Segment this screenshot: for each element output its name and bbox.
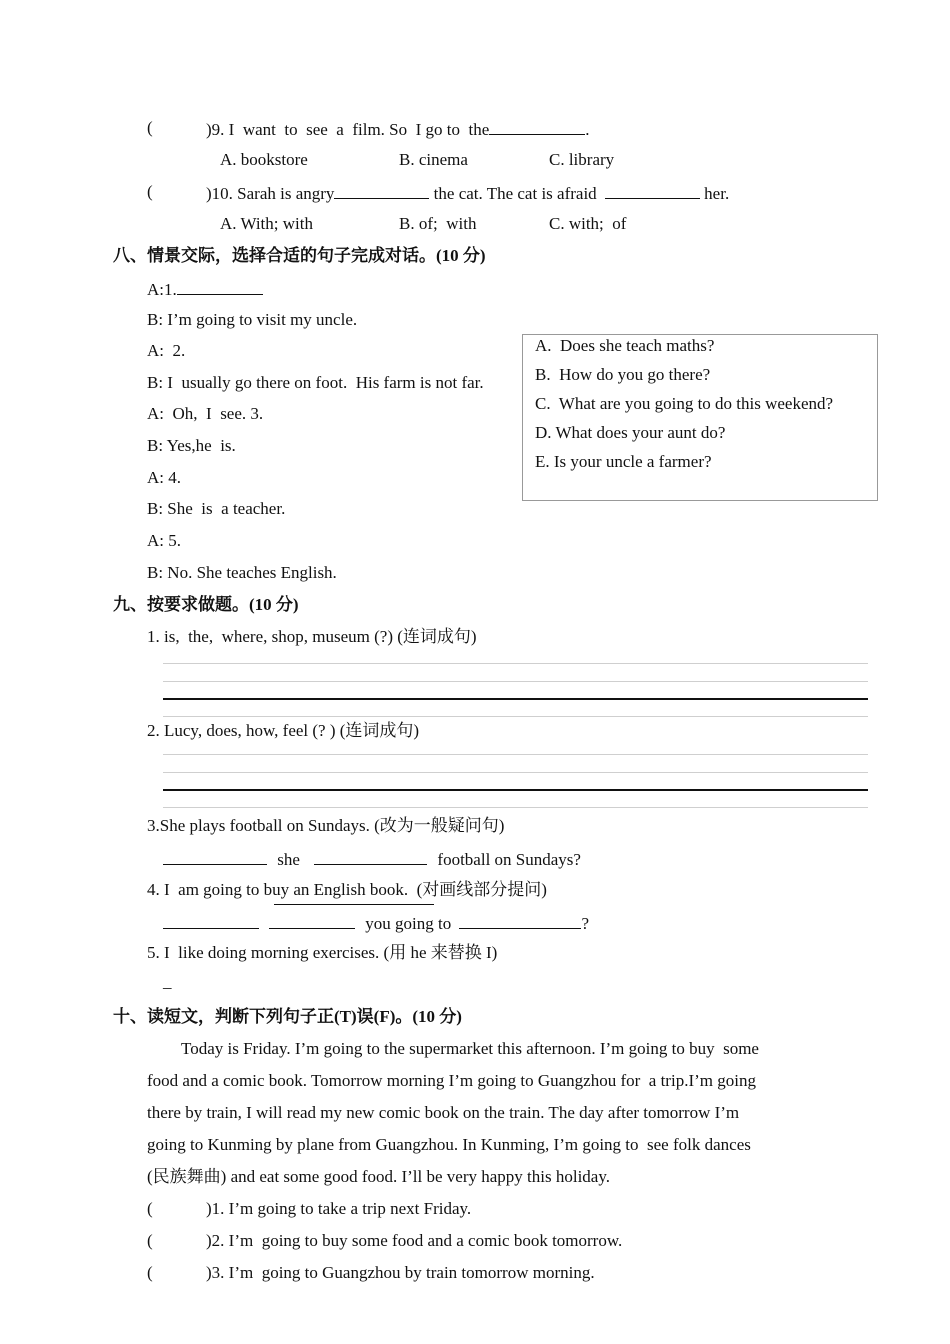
answer-line-2[interactable]: [163, 789, 868, 791]
writing-line: [163, 663, 868, 664]
section-8-title: 八、情景交际，选择合适的句子完成对话。(10 分): [113, 246, 486, 265]
dialog-blank-1[interactable]: [177, 278, 263, 295]
tf-statement-3: )3. I’m going to Guangzhou by train tomorrow morning.: [206, 1263, 595, 1282]
task-4-blank-1[interactable]: [163, 912, 259, 929]
underline-mark: [274, 904, 434, 905]
q10-option-c: C. with; of: [549, 214, 627, 233]
dialog-line-7: A: 4.: [147, 468, 181, 487]
task-3: 3.She plays football on Sundays. (改为一般疑问句): [147, 816, 505, 835]
q9-paren: (: [147, 118, 153, 137]
writing-line: [163, 754, 868, 755]
tf-statement-2: )2. I’m going to buy some food and a comic book tomorrow.: [206, 1231, 623, 1250]
q10-option-a: A. With; with: [220, 214, 313, 233]
q9-question: )9. I want to see a film. So I go to the .: [206, 120, 590, 139]
tf-2-paren: (: [147, 1231, 153, 1250]
writing-line: [163, 772, 868, 773]
option-c: C. What are you going to do this weekend?: [535, 394, 834, 413]
tf-1-paren: (: [147, 1199, 153, 1218]
task-3-blank-1[interactable]: [163, 848, 267, 865]
task-2: 2. Lucy, does, how, feel (? ) (连词成句): [147, 721, 420, 740]
task-4-answer: you going to ?: [163, 912, 589, 934]
dialog-line-6: B: Yes,he is.: [147, 436, 236, 455]
task-1: 1. is, the, where, shop, museum (?) (连词成句): [147, 627, 477, 646]
passage-line-1: Today is Friday. I’m going to the supermarket this afternoon. I’m going to buy some: [181, 1039, 759, 1058]
tf-statement-1: )1. I’m going to take a trip next Friday.: [206, 1199, 472, 1218]
passage-line-4: going to Kunming by plane from Guangzhou. In Kunming, I’m going to see folk dances: [147, 1135, 751, 1154]
writing-line: [163, 681, 868, 682]
dialog-line-4: B: I usually go there on foot. His farm is not far.: [147, 373, 484, 392]
q10-question: )10. Sarah is angry the cat. The cat is afraid her.: [206, 184, 730, 203]
q9-option-c: C. library: [549, 150, 615, 169]
dialog-line-3: A: 2.: [147, 341, 186, 360]
task-4-blank-2[interactable]: [269, 912, 355, 929]
q10-option-b: B. of; with: [399, 214, 477, 233]
dialog-line-10: B: No. She teaches English.: [147, 563, 337, 582]
tf-3-paren: (: [147, 1263, 153, 1282]
dialog-line-2: B: I’m going to visit my uncle.: [147, 310, 358, 329]
task-3-blank-2[interactable]: [314, 848, 427, 865]
writing-line: [163, 807, 868, 808]
dialog-line-5: A: Oh, I see. 3.: [147, 404, 264, 423]
q10-blank-2[interactable]: [605, 182, 700, 199]
task-3-answer: she football on Sundays?: [163, 848, 581, 870]
passage-line-3: there by train, I will read my new comic book on the train. The day after tomorrow I’m: [147, 1103, 740, 1122]
q9-option-b: B. cinema: [399, 150, 468, 169]
passage-line-2: food and a comic book. Tomorrow morning I’m going to Guangzhou for a trip.I’m going: [147, 1071, 756, 1090]
q9-option-a: A. bookstore: [220, 150, 308, 169]
dialog-line-9: A: 5.: [147, 531, 181, 550]
task-5-answer-line[interactable]: _: [163, 972, 172, 991]
writing-line: [163, 716, 868, 717]
passage-line-5: (民族舞曲) and eat some good food. I’ll be very happy this holiday.: [147, 1167, 610, 1186]
dialog-line-8: B: She is a teacher.: [147, 499, 286, 518]
option-e: E. Is your uncle a farmer?: [535, 452, 712, 471]
task-4: 4. I am going to buy an English book. (对画线部分提问): [147, 880, 547, 899]
dialog-line-1: A:1.: [147, 278, 263, 300]
answer-line-1[interactable]: [163, 698, 868, 700]
option-d: D. What does your aunt do?: [535, 423, 726, 442]
option-a: A. Does she teach maths?: [535, 336, 715, 355]
task-4-blank-3[interactable]: [459, 912, 581, 929]
q9-blank[interactable]: [489, 118, 585, 135]
option-b: B. How do you go there?: [535, 365, 711, 384]
q10-paren: (: [147, 182, 153, 201]
q10-blank-1[interactable]: [334, 182, 429, 199]
section-10-title: 十、读短文，判断下列句子正(T)误(F)。(10 分): [113, 1007, 462, 1026]
section-9-title: 九、按要求做题。(10 分): [113, 595, 299, 614]
task-5: 5. I like doing morning exercises. (用 he 来替换 I): [147, 943, 498, 962]
options-box: [522, 334, 878, 501]
